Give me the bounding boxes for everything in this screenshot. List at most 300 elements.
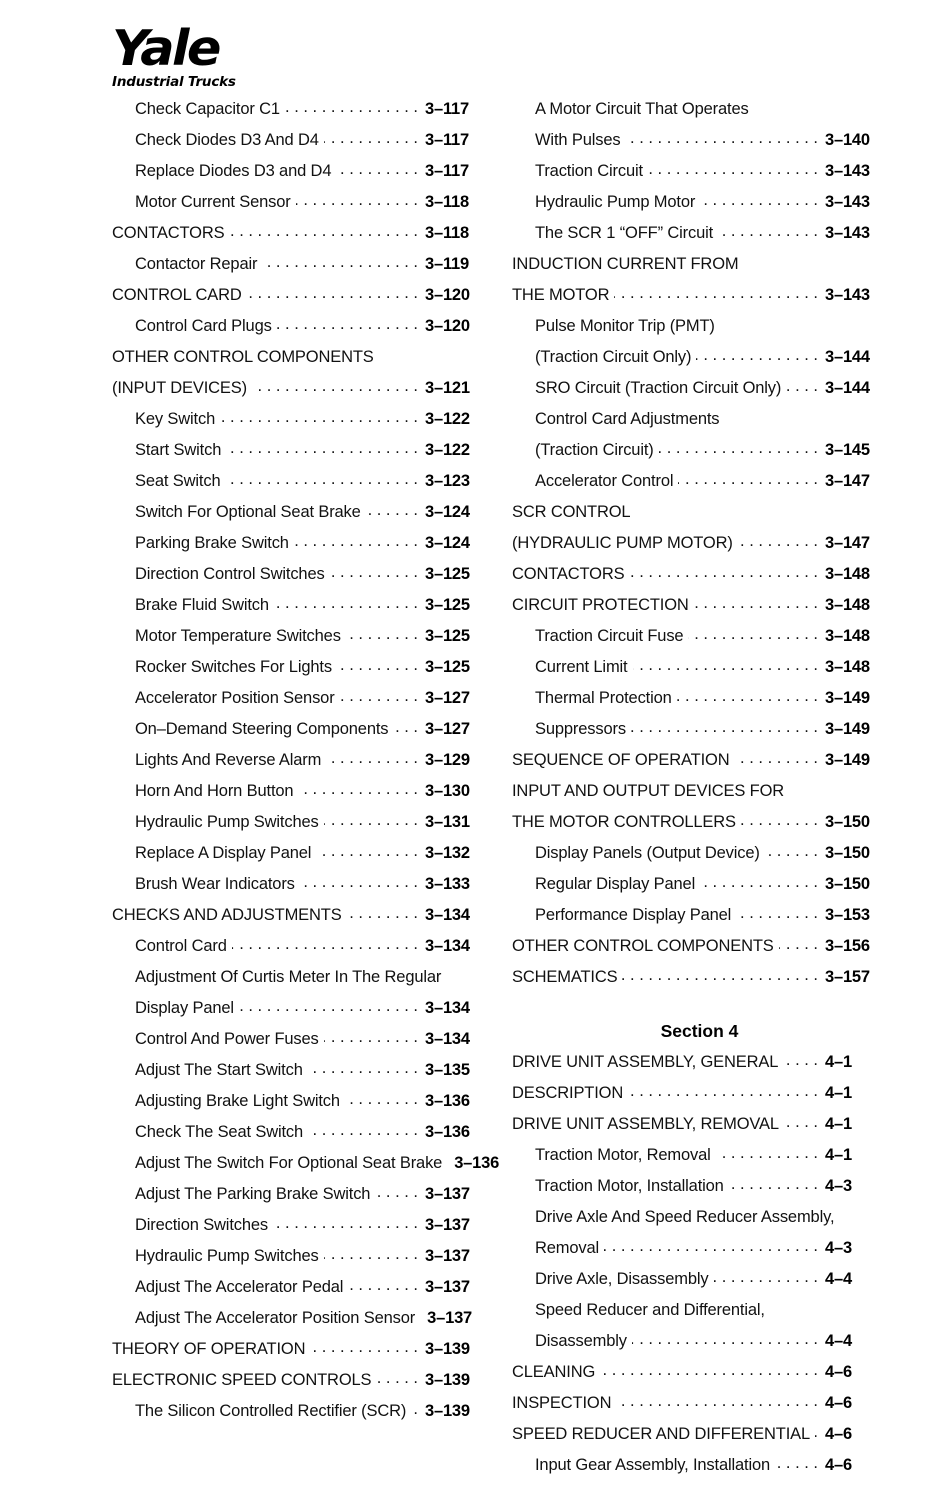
- toc-line: [112, 1152, 500, 1183]
- toc-entry-label: Regular Display Panel: [535, 875, 696, 893]
- toc-entry[interactable]: [112, 1059, 487, 1090]
- toc-page-number: 3–148: [825, 565, 870, 583]
- toc-page-number: 3–122: [425, 441, 470, 459]
- dot-leader: [225, 470, 418, 486]
- toc-line: [112, 749, 487, 780]
- toc-entry[interactable]: [512, 687, 887, 718]
- toc-line: [512, 501, 887, 532]
- toc-entry-label: Accelerator Control: [535, 472, 674, 490]
- toc-entry-label: CHECKS AND ADJUSTMENTS: [112, 906, 342, 924]
- toc-entry[interactable]: [512, 408, 887, 470]
- toc-page-number: 3–136: [454, 1154, 500, 1172]
- toc-entry-label: Adjust The Accelerator Position Sensor: [135, 1309, 416, 1327]
- toc-entry-label: Motor Temperature Switches: [135, 627, 341, 645]
- toc-line: [512, 811, 887, 842]
- toc-entry[interactable]: [112, 532, 487, 563]
- dot-leader: [632, 1330, 818, 1346]
- dot-leader: [348, 1276, 418, 1292]
- toc-entry[interactable]: [512, 222, 887, 253]
- toc-entry[interactable]: [112, 1121, 487, 1152]
- toc-entry[interactable]: [112, 687, 487, 718]
- toc-line: [112, 811, 487, 842]
- toc-entry-label: Key Switch: [135, 410, 216, 428]
- toc-entry[interactable]: [512, 98, 887, 160]
- toc-entry[interactable]: [112, 966, 487, 1028]
- toc-entry-label: Start Switch: [135, 441, 222, 459]
- toc-line: [512, 625, 887, 656]
- toc-entry-label: Pulse Monitor Trip (PMT): [535, 317, 715, 335]
- toc-entry[interactable]: [512, 1206, 887, 1268]
- toc-entry-label: THE MOTOR CONTROLLERS: [512, 813, 736, 831]
- toc-entry[interactable]: [112, 1245, 487, 1276]
- toc-entry[interactable]: [112, 873, 487, 904]
- dot-leader: [678, 470, 818, 486]
- dot-leader: [786, 377, 818, 393]
- toc-entry[interactable]: [512, 1361, 887, 1392]
- toc-line: [112, 1338, 487, 1369]
- toc-entry-label: Input Gear Assembly, Installation: [535, 1456, 771, 1474]
- toc-page-number: 3–123: [425, 472, 470, 490]
- dot-leader: [277, 315, 418, 331]
- toc-page-number: 3–137: [425, 1278, 470, 1296]
- toc-page-number: 3–139: [425, 1371, 470, 1389]
- toc-page-number: 3–118: [425, 224, 469, 242]
- toc-line: [112, 1400, 487, 1431]
- toc-page-number: 4–6: [825, 1394, 852, 1412]
- toc-line: [512, 377, 887, 408]
- toc-entry-label: DESCRIPTION: [512, 1084, 624, 1102]
- dot-leader: [700, 191, 818, 207]
- toc-entry-label: Disassembly: [535, 1332, 627, 1350]
- toc-entry-label: SCHEMATICS: [512, 968, 618, 986]
- dot-leader: [738, 532, 818, 548]
- toc-page-number: 3–120: [425, 286, 470, 304]
- dot-leader: [736, 904, 818, 920]
- dot-leader: [232, 935, 418, 951]
- toc-page-number: 3–131: [425, 813, 470, 831]
- toc-entry[interactable]: [112, 625, 487, 656]
- toc-line: [512, 532, 887, 563]
- toc-line: [112, 1276, 487, 1307]
- toc-line: [112, 408, 487, 439]
- dot-leader: [226, 439, 418, 455]
- dot-leader: [720, 315, 818, 331]
- toc-line: [512, 594, 887, 625]
- toc-entry[interactable]: [112, 563, 487, 594]
- dot-leader: [635, 501, 818, 517]
- dot-leader: [411, 1400, 418, 1416]
- toc-entry[interactable]: [112, 98, 487, 129]
- toc-entry-label: Drive Axle, Disassembly: [535, 1270, 709, 1288]
- toc-entry-label: CIRCUIT PROTECTION: [512, 596, 689, 614]
- toc-entry[interactable]: [512, 315, 887, 377]
- toc-line: [112, 1090, 487, 1121]
- toc-line: [112, 966, 487, 997]
- dot-leader: [346, 625, 418, 641]
- toc-entry[interactable]: [112, 811, 487, 842]
- toc-entry[interactable]: [512, 377, 887, 408]
- toc-page-number: 3–144: [825, 379, 870, 397]
- toc-entry[interactable]: [112, 1307, 487, 1338]
- dot-leader: [783, 1051, 818, 1067]
- dot-leader: [648, 160, 818, 176]
- toc-line: [112, 1214, 487, 1245]
- toc-line: [512, 563, 887, 594]
- toc-page-number: 3–153: [825, 906, 870, 924]
- dot-leader: [770, 1299, 818, 1315]
- dot-leader: [345, 1090, 418, 1106]
- toc-entry[interactable]: [112, 1400, 487, 1431]
- toc-page-number: 3–120: [425, 317, 470, 335]
- toc-line: [512, 408, 887, 439]
- toc-entry-label: Brake Fluid Switch: [135, 596, 269, 614]
- toc-page-number: 3–134: [425, 1030, 470, 1048]
- toc-line: [512, 439, 887, 470]
- toc-entry[interactable]: [512, 1268, 887, 1299]
- toc-entry[interactable]: [512, 842, 887, 873]
- yale-logo: [112, 20, 342, 90]
- toc-entry[interactable]: [112, 1028, 487, 1059]
- toc-entry-label: Display Panel: [135, 999, 234, 1017]
- toc-entry[interactable]: [112, 656, 487, 687]
- toc-line: [112, 718, 487, 749]
- toc-entry-label: CONTROL CARD: [112, 286, 242, 304]
- toc-line: [112, 532, 487, 563]
- dot-leader: [775, 1454, 818, 1470]
- toc-entry[interactable]: [512, 718, 887, 749]
- toc-entry[interactable]: [512, 501, 887, 563]
- toc-entry-label: Direction Control Switches: [135, 565, 325, 583]
- toc-entry-label: The Silicon Controlled Rectifier (SCR): [135, 1402, 407, 1420]
- dot-leader: [294, 532, 418, 548]
- dot-leader: [614, 284, 818, 300]
- toc-page-number: 3–148: [825, 596, 870, 614]
- dot-leader: [694, 594, 818, 610]
- toc-line: [512, 904, 887, 935]
- toc-entry[interactable]: [112, 842, 487, 873]
- toc-page-number: 3–136: [425, 1092, 470, 1110]
- dot-leader: [300, 873, 418, 889]
- toc-entry[interactable]: [512, 1113, 887, 1144]
- toc-page-number: 4–6: [825, 1425, 852, 1443]
- toc-entry[interactable]: [512, 625, 887, 656]
- toc-line: [512, 749, 887, 780]
- toc-line: [512, 1361, 887, 1392]
- toc-line: [112, 346, 487, 377]
- toc-entry-label: Adjustment Of Curtis Meter In The Regular: [135, 968, 442, 986]
- toc-entry-label: INSPECTION: [512, 1394, 612, 1412]
- toc-entry-label: Control Card: [135, 937, 227, 955]
- toc-entry-label: ELECTRONIC SPEED CONTROLS: [112, 1371, 372, 1389]
- toc-entry[interactable]: [512, 253, 887, 315]
- toc-entry-label: Traction Circuit Fuse: [535, 627, 684, 645]
- toc-page-number: 3–135: [425, 1061, 470, 1079]
- dot-leader: [735, 749, 819, 765]
- toc-entry-label: With Pulses: [535, 131, 621, 149]
- toc-page-number: 3–125: [425, 596, 470, 614]
- dot-leader: [347, 904, 418, 920]
- toc-line: [112, 687, 487, 718]
- toc-page-number: 3–122: [425, 410, 470, 428]
- dot-leader: [298, 780, 418, 796]
- toc-entry[interactable]: [112, 439, 487, 470]
- toc-entry-label: Horn And Horn Button: [135, 782, 294, 800]
- toc-entry[interactable]: [512, 935, 887, 966]
- toc-line: [512, 842, 887, 873]
- toc-entry[interactable]: [512, 160, 887, 191]
- toc-entry[interactable]: [112, 594, 487, 625]
- toc-entry-label: Direction Switches: [135, 1216, 269, 1234]
- dot-leader: [310, 1338, 418, 1354]
- toc-page-number: 3–132: [425, 844, 470, 862]
- toc-line: [512, 966, 887, 997]
- dot-leader: [262, 253, 418, 269]
- dot-leader: [247, 284, 418, 300]
- toc-entry[interactable]: [112, 749, 487, 780]
- toc-entry-label: Check Capacitor C1: [135, 100, 280, 118]
- toc-page-number: 3–127: [425, 689, 470, 707]
- toc-entry-label: CLEANING: [512, 1363, 596, 1381]
- logo-subtitle: Industrial Trucks: [112, 74, 236, 90]
- dot-leader: [765, 842, 818, 858]
- toc-page-number: 3–150: [825, 875, 870, 893]
- toc-entry-label: Seat Switch: [135, 472, 221, 490]
- toc-entry[interactable]: [512, 966, 887, 997]
- toc-entry-label: INDUCTION CURRENT FROM: [512, 255, 739, 273]
- toc-page-number: 3–145: [825, 441, 870, 459]
- toc-page-number: 3–137: [425, 1247, 470, 1265]
- toc-line: [512, 1051, 887, 1082]
- section-heading: Section 4: [660, 1020, 739, 1041]
- toc-entry[interactable]: [512, 1082, 887, 1113]
- toc-entry[interactable]: [112, 1090, 487, 1121]
- toc-line: [112, 935, 487, 966]
- dot-leader: [700, 873, 818, 889]
- toc-entry[interactable]: [112, 129, 487, 160]
- toc-entry[interactable]: [512, 563, 887, 594]
- dot-leader: [326, 749, 418, 765]
- dot-leader: [629, 563, 818, 579]
- dot-leader: [308, 1121, 418, 1137]
- toc-line: [112, 1121, 487, 1152]
- toc-entry[interactable]: [112, 1183, 487, 1214]
- toc-page-number: 3–137: [427, 1309, 473, 1327]
- toc-entry[interactable]: [512, 904, 887, 935]
- toc-entry[interactable]: [512, 470, 887, 501]
- toc-line: [112, 1245, 487, 1276]
- toc-entry-label: Traction Circuit: [535, 162, 643, 180]
- toc-entry[interactable]: [112, 780, 487, 811]
- toc-page-number: 3–147: [825, 534, 870, 552]
- toc-entry-label: DRIVE UNIT ASSEMBLY, GENERAL: [512, 1053, 779, 1071]
- toc-entry[interactable]: [112, 284, 487, 315]
- toc-entry[interactable]: [112, 1338, 487, 1369]
- toc-line: [512, 780, 887, 811]
- toc-entry[interactable]: [512, 594, 887, 625]
- toc-line: [112, 1183, 487, 1214]
- dot-leader: [659, 439, 818, 455]
- toc-entry[interactable]: [112, 935, 487, 966]
- toc-entry-label: Control Card Plugs: [135, 317, 272, 335]
- toc-entry[interactable]: [112, 904, 487, 935]
- toc-entry[interactable]: [512, 191, 887, 222]
- toc-entry[interactable]: [512, 1392, 887, 1423]
- toc-line: [112, 284, 487, 315]
- toc-entry[interactable]: [112, 1276, 487, 1307]
- toc-entry[interactable]: [512, 873, 887, 904]
- toc-line: [112, 904, 487, 935]
- toc-entry-label: THEORY OF OPERATION: [112, 1340, 306, 1358]
- dot-leader: [625, 129, 818, 145]
- toc-entry-label: Contactor Repair: [135, 255, 258, 273]
- toc-page-number: 3–134: [425, 999, 470, 1017]
- dot-leader: [633, 656, 819, 672]
- toc-page-number: 3–139: [425, 1402, 470, 1420]
- toc-entry-label: INPUT AND OUTPUT DEVICES FOR: [512, 782, 785, 800]
- dot-leader: [376, 1369, 418, 1385]
- toc-entry-label: (Traction Circuit Only): [535, 348, 692, 366]
- toc-line: [512, 1392, 887, 1423]
- toc-page-number: 4–3: [825, 1239, 852, 1257]
- dot-leader: [677, 687, 818, 703]
- toc-line: [512, 1144, 887, 1175]
- toc-page-number: 3–137: [425, 1185, 470, 1203]
- dot-leader: [729, 1175, 818, 1191]
- dot-leader: [324, 1028, 418, 1044]
- toc-entry-label: Speed Reducer and Differential,: [535, 1301, 765, 1319]
- toc-line: [112, 842, 487, 873]
- toc-line: [112, 377, 487, 408]
- toc-line: [112, 780, 487, 811]
- toc-line: [112, 501, 487, 532]
- toc-page-number: 3–150: [825, 813, 870, 831]
- toc-page-number: 4–1: [825, 1053, 852, 1071]
- toc-entry[interactable]: [112, 470, 487, 501]
- toc-entry[interactable]: [112, 1152, 500, 1183]
- toc-page-number: 3–140: [825, 131, 870, 149]
- toc-entry-label: Switch For Optional Seat Brake: [135, 503, 361, 521]
- toc-line: [112, 1307, 487, 1338]
- dot-leader: [628, 1082, 818, 1098]
- dot-leader: [375, 1183, 418, 1199]
- toc-page-number: 4–4: [825, 1332, 852, 1350]
- toc-entry-label: SEQUENCE OF OPERATION: [512, 751, 730, 769]
- toc-line: [112, 997, 487, 1028]
- toc-entry[interactable]: [112, 718, 487, 749]
- toc-entry-label: Control Card Adjustments: [535, 410, 720, 428]
- toc-entry-label: Performance Display Panel: [535, 906, 732, 924]
- toc-line: [512, 129, 887, 160]
- toc-entry[interactable]: [512, 1144, 887, 1175]
- toc-line: [112, 160, 487, 191]
- toc-entry[interactable]: [112, 346, 487, 408]
- toc-entry-label: (INPUT DEVICES): [112, 379, 247, 397]
- toc-line: [112, 129, 487, 160]
- dot-leader: [330, 563, 418, 579]
- toc-entry[interactable]: [112, 253, 487, 284]
- toc-entry[interactable]: [112, 1214, 487, 1245]
- toc-line: [112, 191, 487, 222]
- toc-entry-label: Thermal Protection: [535, 689, 672, 707]
- toc-entry-label: Hydraulic Pump Switches: [135, 813, 319, 831]
- toc-column-left: [112, 98, 500, 1431]
- toc-entry[interactable]: [112, 1369, 487, 1400]
- toc-entry-label: A Motor Circuit That Operates: [535, 100, 749, 118]
- toc-page-number: 3–143: [825, 162, 870, 180]
- toc-entry-label: Traction Motor, Removal: [535, 1146, 711, 1164]
- toc-entry[interactable]: [112, 160, 487, 191]
- dot-leader: [285, 98, 418, 114]
- toc-line: [512, 284, 887, 315]
- toc-page-number: 3–130: [425, 782, 470, 800]
- dot-leader: [239, 997, 418, 1013]
- toc-line: [112, 563, 487, 594]
- toc-page-number: 3–117: [425, 131, 469, 149]
- toc-page-number: 3–121: [425, 379, 470, 397]
- dot-leader: [220, 408, 418, 424]
- toc-entry-label: Adjust The Accelerator Pedal: [135, 1278, 344, 1296]
- toc-entry-label: Accelerator Position Sensor: [135, 689, 335, 707]
- toc-entry[interactable]: [512, 1423, 887, 1454]
- toc-entry[interactable]: [112, 222, 487, 253]
- toc-line: [112, 1369, 487, 1400]
- toc-entry[interactable]: [512, 1051, 887, 1082]
- dot-leader: [718, 222, 818, 238]
- dot-leader: [779, 935, 818, 951]
- toc-page-number: 3–117: [425, 162, 469, 180]
- toc-entry[interactable]: [512, 1454, 887, 1485]
- toc-entry[interactable]: [512, 1299, 887, 1361]
- toc-line: [512, 160, 887, 191]
- toc-line: [512, 1330, 887, 1361]
- dot-leader: [296, 191, 418, 207]
- toc-entry[interactable]: [112, 501, 487, 532]
- dot-leader: [324, 811, 418, 827]
- toc-entry[interactable]: [112, 408, 487, 439]
- toc-entry-label: SPEED REDUCER AND DIFFERENTIAL: [512, 1425, 811, 1443]
- toc-page-number: 4–1: [825, 1084, 852, 1102]
- toc-entry[interactable]: [512, 1175, 887, 1206]
- toc-line: [512, 346, 887, 377]
- logo-wordmark: Yale: [112, 20, 219, 77]
- dot-leader: [340, 687, 418, 703]
- toc-entry[interactable]: [112, 191, 487, 222]
- dot-leader: [688, 625, 818, 641]
- toc-page-number: 3–143: [825, 286, 870, 304]
- dot-leader: [631, 718, 818, 734]
- toc-page-number: 3–124: [425, 534, 470, 552]
- toc-page-number: 3–149: [825, 720, 870, 738]
- dot-leader: [604, 1237, 818, 1253]
- toc-entry[interactable]: [512, 780, 887, 842]
- toc-page-number: 4–1: [825, 1146, 852, 1164]
- toc-line: [512, 1268, 887, 1299]
- toc-page-number: 3–125: [425, 627, 470, 645]
- dot-leader: [815, 1423, 818, 1439]
- toc-page-number: 3–143: [825, 224, 870, 242]
- toc-entry-label: Traction Motor, Installation: [535, 1177, 724, 1195]
- toc-entry-label: Removal: [535, 1239, 600, 1257]
- toc-entry-label: Lights And Reverse Alarm: [135, 751, 322, 769]
- toc-line: [512, 98, 887, 129]
- toc-entry[interactable]: [512, 749, 887, 780]
- toc-entry-label: Adjust The Start Switch: [135, 1061, 303, 1079]
- toc-page-number: 3–139: [425, 1340, 470, 1358]
- toc-entry[interactable]: [512, 656, 887, 687]
- toc-line: [112, 594, 487, 625]
- toc-page-number: 3–127: [425, 720, 470, 738]
- toc-entry[interactable]: [112, 315, 487, 346]
